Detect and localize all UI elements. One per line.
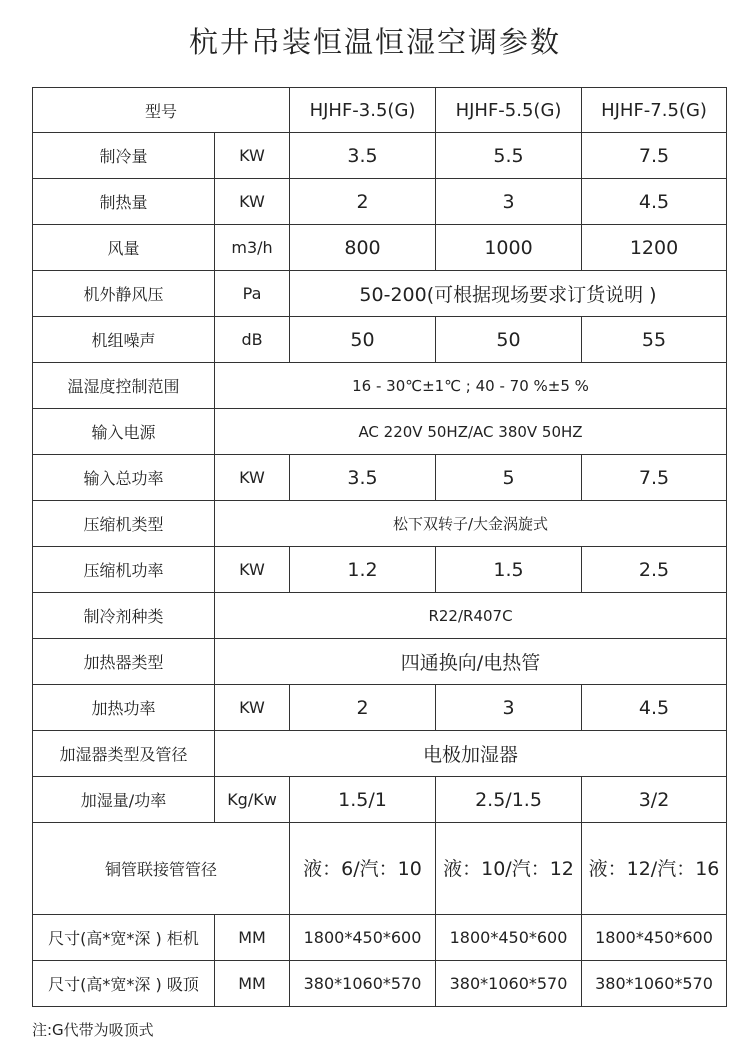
- model-name: HJHF-5.5(G): [436, 88, 582, 133]
- table-row: [33, 501, 727, 547]
- cell-value: 电极加湿器: [215, 731, 727, 777]
- cell-value: 7.5: [582, 455, 727, 501]
- table-row: [33, 777, 727, 823]
- cell-value: 3.5: [290, 455, 436, 501]
- cell-value: 松下双转子/大金涡旋式: [215, 501, 727, 547]
- table-row: [33, 225, 727, 271]
- row-unit: KW: [215, 179, 290, 225]
- cell-value: 380*1060*570: [290, 961, 436, 1007]
- cell-value: 3.5: [290, 133, 436, 179]
- row-label: 加湿量/功率: [33, 777, 215, 823]
- table-row: [33, 317, 727, 363]
- table-row: [33, 915, 727, 961]
- row-unit: dB: [215, 317, 290, 363]
- table-row: [33, 179, 727, 225]
- row-label: 尺寸(高*宽*深 ) 柜机: [33, 915, 215, 961]
- row-label: 尺寸(高*宽*深 ) 吸顶: [33, 961, 215, 1007]
- row-unit: MM: [215, 961, 290, 1007]
- cell-value: 800: [290, 225, 436, 271]
- row-label: 加热功率: [33, 685, 215, 731]
- cell-value: 1800*450*600: [582, 915, 727, 961]
- cell-value: 50-200(可根据现场要求订货说明 ): [290, 271, 727, 317]
- cell-value: 7.5: [582, 133, 727, 179]
- cell-value: 液：12/汽：16: [582, 823, 727, 915]
- row-label: 铜管联接管管径: [33, 823, 290, 915]
- row-label: 输入总功率: [33, 455, 215, 501]
- row-unit: KW: [215, 547, 290, 593]
- cell-value: 1.5: [436, 547, 582, 593]
- table-row: [33, 547, 727, 593]
- table-row: [33, 593, 727, 639]
- cell-value: 380*1060*570: [582, 961, 727, 1007]
- cell-value: 380*1060*570: [436, 961, 582, 1007]
- cell-value: 2: [290, 685, 436, 731]
- row-label: 机组噪声: [33, 317, 215, 363]
- cell-value: 5: [436, 455, 582, 501]
- cell-value: 1800*450*600: [436, 915, 582, 961]
- cell-value: 3: [436, 685, 582, 731]
- row-unit: Pa: [215, 271, 290, 317]
- cell-value: 液：6/汽：10: [290, 823, 436, 915]
- cell-value: 5.5: [436, 133, 582, 179]
- table-row: [33, 961, 727, 1007]
- table-row: [33, 271, 727, 317]
- table-row: [33, 409, 727, 455]
- table-row: [33, 731, 727, 777]
- table-row: [33, 88, 727, 133]
- cell-value: 1000: [436, 225, 582, 271]
- row-label: 压缩机类型: [33, 501, 215, 547]
- cell-value: 50: [436, 317, 582, 363]
- cell-value: 2.5/1.5: [436, 777, 582, 823]
- row-unit: Kg/Kw: [215, 777, 290, 823]
- page-title: 杭井吊装恒温恒湿空调参数: [188, 25, 561, 59]
- footnote: 注:G代带为吸顶式: [32, 1021, 154, 1039]
- table-row: [33, 133, 727, 179]
- row-unit: KW: [215, 685, 290, 731]
- cell-value: R22/R407C: [215, 593, 727, 639]
- row-unit: MM: [215, 915, 290, 961]
- table-row: [33, 823, 727, 915]
- model-header-label: 型号: [33, 88, 290, 133]
- cell-value: 1.5/1: [290, 777, 436, 823]
- row-label: 制热量: [33, 179, 215, 225]
- row-label: 风量: [33, 225, 215, 271]
- cell-value: 16 - 30℃±1℃ ; 40 - 70 %±5 %: [215, 363, 727, 409]
- cell-value: 55: [582, 317, 727, 363]
- cell-value: AC 220V 50HZ/AC 380V 50HZ: [215, 409, 727, 455]
- row-unit: m3/h: [215, 225, 290, 271]
- row-label: 输入电源: [33, 409, 215, 455]
- row-label: 温湿度控制范围: [33, 363, 215, 409]
- cell-value: 1200: [582, 225, 727, 271]
- cell-value: 2.5: [582, 547, 727, 593]
- row-label: 机外静风压: [33, 271, 215, 317]
- table-row: [33, 363, 727, 409]
- model-name: HJHF-7.5(G): [582, 88, 727, 133]
- model-name: HJHF-3.5(G): [290, 88, 436, 133]
- cell-value: 1800*450*600: [290, 915, 436, 961]
- row-unit: KW: [215, 455, 290, 501]
- cell-value: 4.5: [582, 685, 727, 731]
- cell-value: 3/2: [582, 777, 727, 823]
- row-label: 压缩机功率: [33, 547, 215, 593]
- row-label: 加湿器类型及管径: [33, 731, 215, 777]
- cell-value: 2: [290, 179, 436, 225]
- table-row: [33, 455, 727, 501]
- row-label: 加热器类型: [33, 639, 215, 685]
- row-label: 制冷量: [33, 133, 215, 179]
- table-row: [33, 685, 727, 731]
- row-unit: KW: [215, 133, 290, 179]
- cell-value: 3: [436, 179, 582, 225]
- cell-value: 四通换向/电热管: [215, 639, 727, 685]
- cell-value: 4.5: [582, 179, 727, 225]
- table-row: [33, 639, 727, 685]
- cell-value: 50: [290, 317, 436, 363]
- cell-value: 液：10/汽：12: [436, 823, 582, 915]
- spec-table: [32, 87, 727, 1007]
- cell-value: 1.2: [290, 547, 436, 593]
- row-label: 制冷剂种类: [33, 593, 215, 639]
